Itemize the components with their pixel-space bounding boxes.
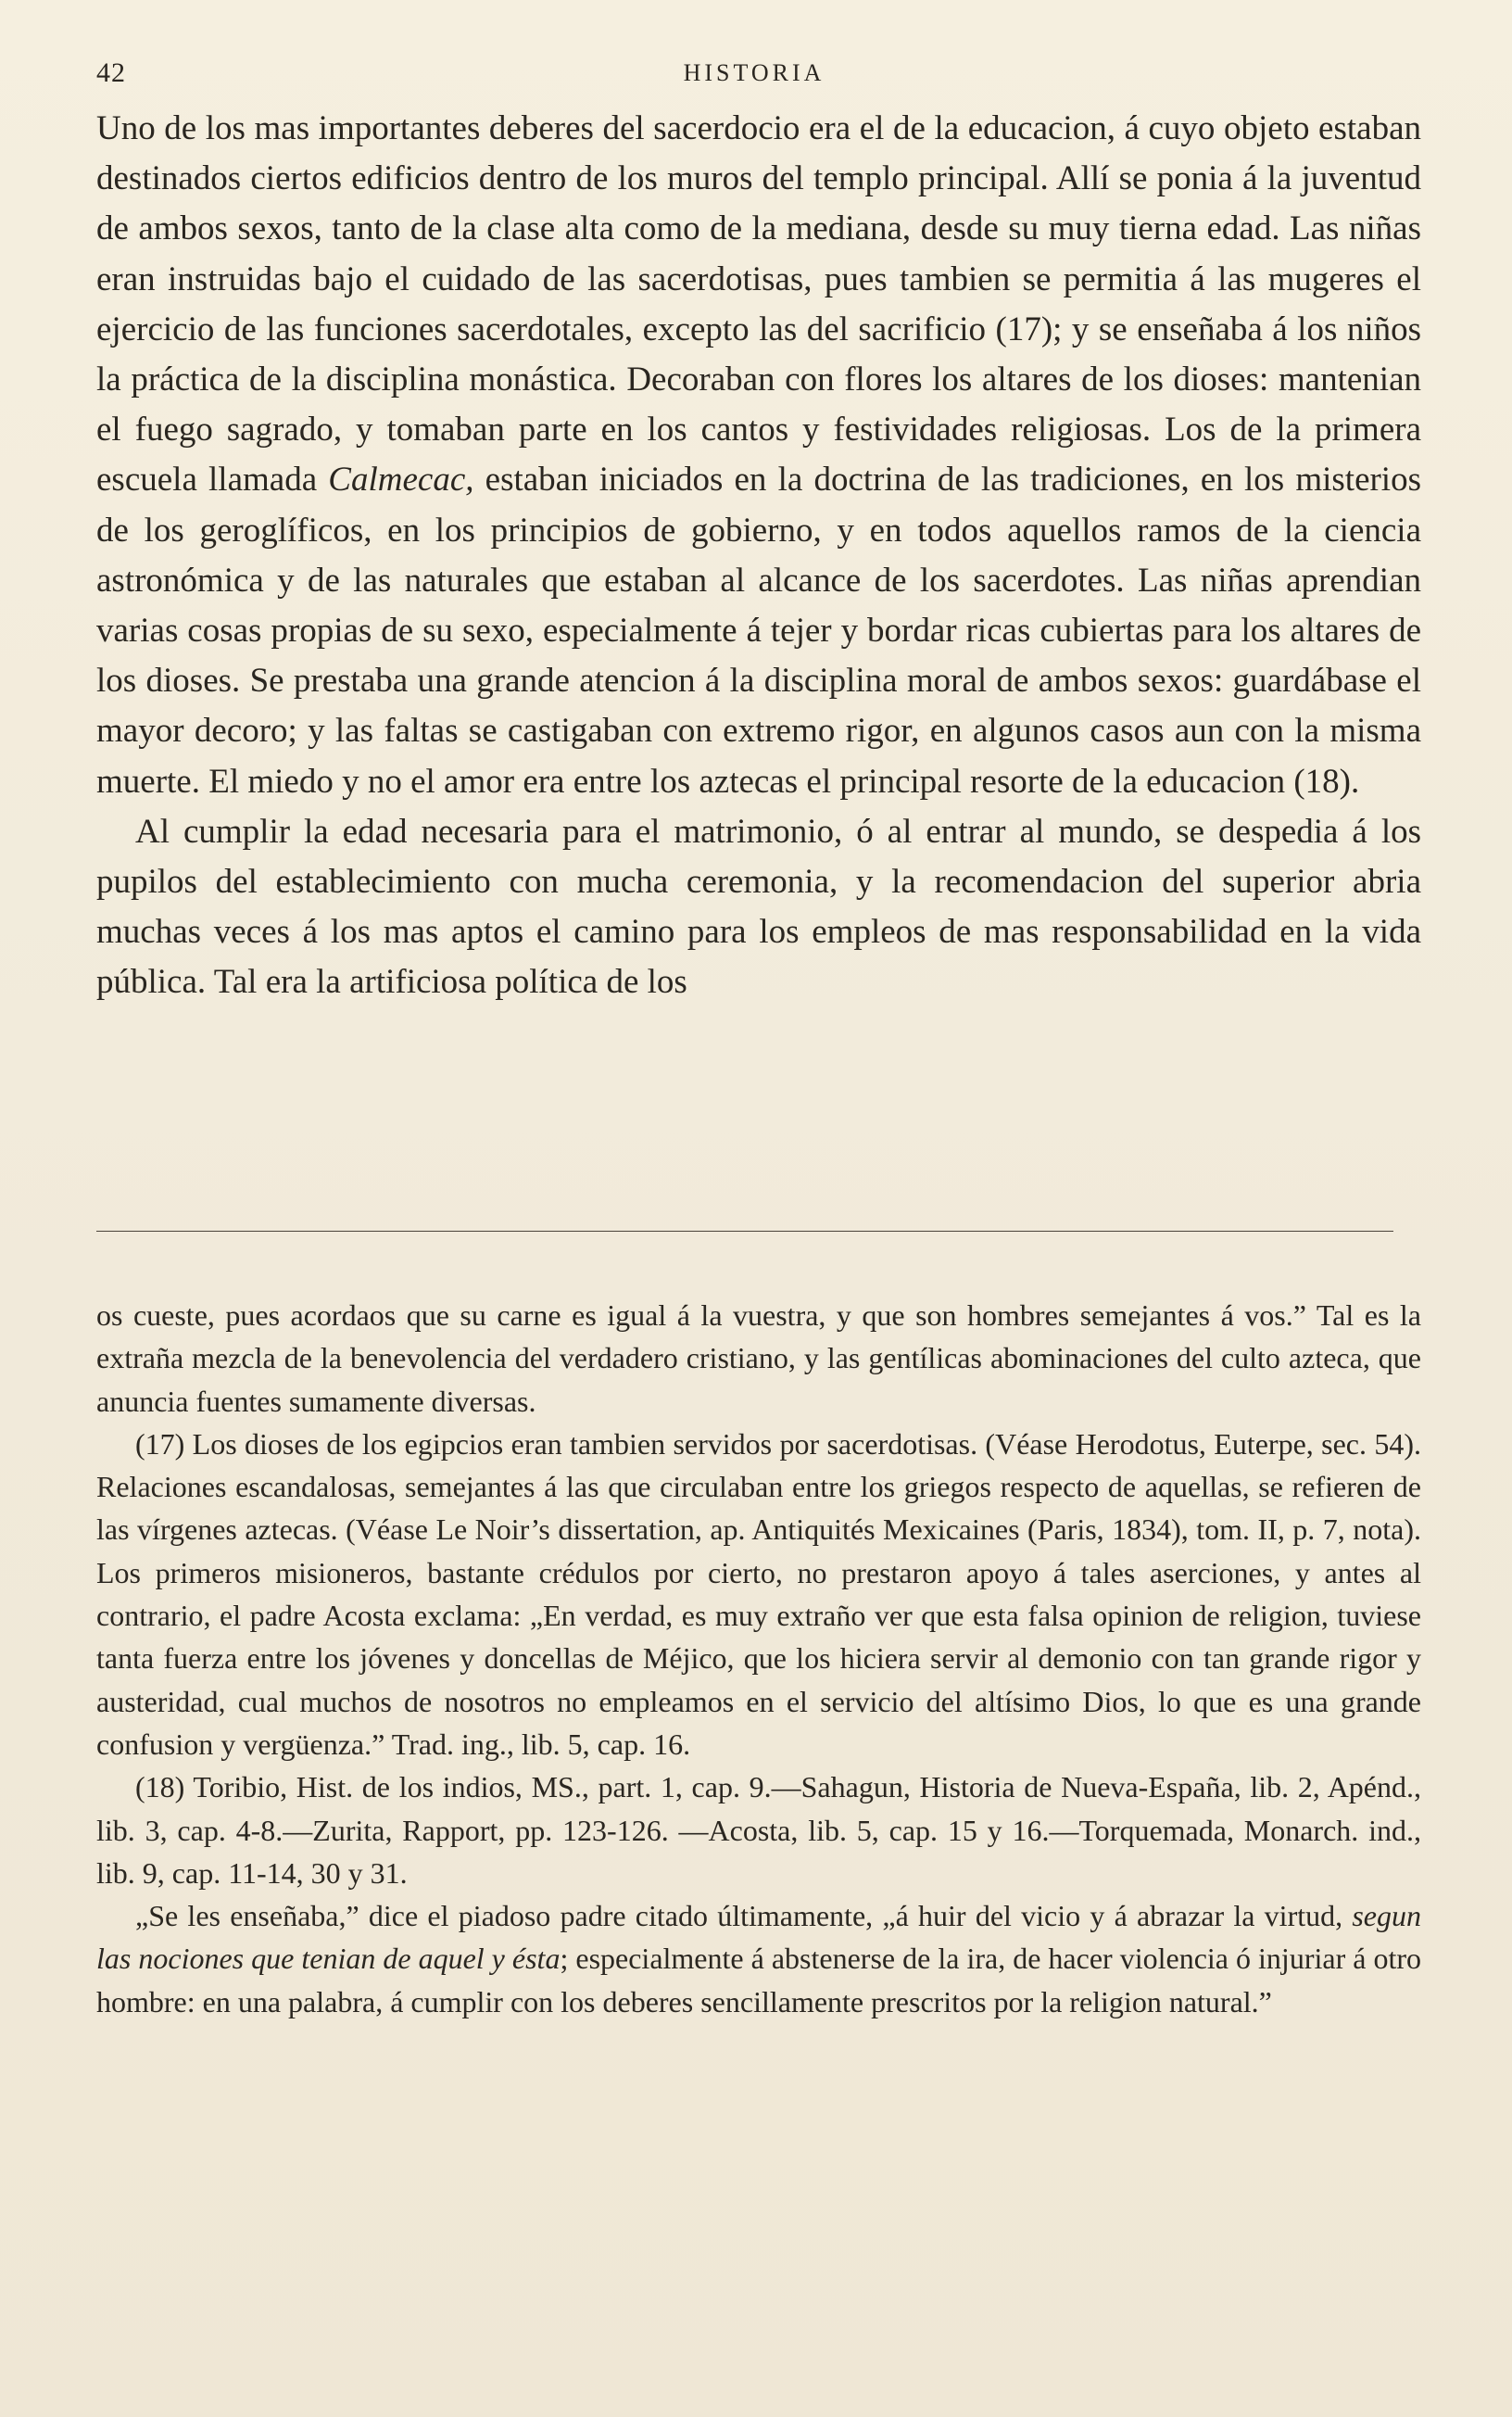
footnote-divider bbox=[96, 1231, 1393, 1232]
page-number: 42 bbox=[96, 57, 126, 88]
body-paragraph-1-text-b: estaban iniciados en la doctrina de las tradiciones, en los misterios de los geroglíficos, en los principios de gobierno, y en todos aquellos ramos de la ciencia astronómica y de las naturales que estaban al alcance de los sacerdotes. Las niñas aprendian varias cosas propias de su sexo, especialmente á tejer y bordar ricas cubiertas para los altares de los dioses. Se prestaba una grande atencion á la disciplina moral de ambos sexos: guardábase el mayor decoro; y las faltas se castigaban con extremo rigor, en algunos casos aun con la misma muerte. El miedo y no el amor era entre los aztecas el principal resorte de la educacion (18). bbox=[96, 461, 1421, 801]
footnotes bbox=[96, 1294, 1421, 2023]
footnote-quote-text-a: „Se les enseñaba,” dice el piadoso padre citado últimamente, „á huir del vicio y á abrazar la virtud, bbox=[135, 1899, 1353, 1933]
page-header bbox=[96, 57, 1412, 95]
footnote-quote-italic: segun las nociones que tenian de aquel y ésta bbox=[96, 1899, 1421, 1976]
body-paragraph-1-text-a: Uno de los mas importantes deberes del sacerdocio era el de la educacion, á cuyo objeto estaban destinados ciertos edificios dentro de los muros del templo principal. Allí se ponia á la juventud de ambos sexos, tanto de la clase alta como de la mediana, desde su muy tierna edad. Las niñas eran instruidas bajo el cuidado de las sacerdotisas, pues tambien se permitia á las mugeres el ejercicio de las funciones sacerdotales, excepto las del sacrificio (17); y se enseñaba á los niños la práctica de la disciplina monástica. Decoraban con flores los altares de los dioses: mantenian el fuego sagrado, y tomaban parte en los cantos y festividades religiosas. Los de la primera escuela llamada bbox=[96, 109, 1421, 500]
italic-term-calmecac: Calmecac, bbox=[328, 461, 474, 500]
body-paragraph-2: Al cumplir la edad necesaria para el matrimonio, ó al entrar al mundo, se despedia á los pupilos del establecimiento con mucha ceremonia, y la recomendacion del superior abria muchas veces á los mas aptos el camino para los empleos de mas responsabilidad en la vida pública. Tal era la artificiosa política de los bbox=[96, 812, 1421, 1002]
footnote-quote bbox=[96, 1894, 1421, 2023]
footnote-continuation: os cueste, pues acordaos que su carne es igual á la vuestra, y que son hombres semejantes á vos.” Tal es la extraña mezcla de la benevolencia del verdadero cristiano, y las gentílicas abominaciones del culto azteca, que anuncia fuentes sumamente diversas. bbox=[96, 1298, 1421, 1418]
running-head: HISTORIA bbox=[683, 59, 825, 86]
main-text bbox=[96, 104, 1421, 1008]
footnote-quote-text-b: ; especialmente á abstenerse de la ira, de hacer violencia ó injuriar á otro hombre: en una palabra, á cumplir con los deberes sencillamente prescritos por la religion natural.” bbox=[96, 1942, 1422, 2018]
footnote-18: (18) Toribio, Hist. de los indios, MS., part. 1, cap. 9.—Sahagun, Historia de Nueva-España, lib. 2, Apénd., lib. 3, cap. 4-8.—Zurita, Rapport, pp. 123-126. —Acosta, lib. 5, cap. 15 y 16.—Torquemada, Monarch. ind., lib. 9, cap. 11-14, 30 y 31. bbox=[96, 1770, 1421, 1890]
body-paragraph-1 bbox=[96, 104, 1421, 807]
footnote-17: (17) Los dioses de los egipcios eran tambien servidos por sacerdotisas. (Véase Herodotus, Euterpe, sec. 54). Relaciones escandalosas, semejantes á las que circulaban entre los griegos respecto de aquellas, se refieren de las vírgenes aztecas. (Véase Le Noir’s dissertation, ap. Antiquités Mexicaines (Paris, 1834), tom. II, p. 7, nota). Los primeros misioneros, bastante crédulos por cierto, no prestaron apoyo á tales aserciones, y antes al contrario, el padre Acosta exclama: „En verdad, es muy extraño ver que esta falsa opinion de religion, tuviese tanta fuerza entre los jóvenes y doncellas de Méjico, que los hiciera servir al demonio con tan grande rigor y austeridad, cual muchos de nosotros no empleamos en el servicio del altísimo Dios, lo que es una grande confusion y vergüenza.” Trad. ing., lib. 5, cap. 16. bbox=[96, 1426, 1421, 1761]
